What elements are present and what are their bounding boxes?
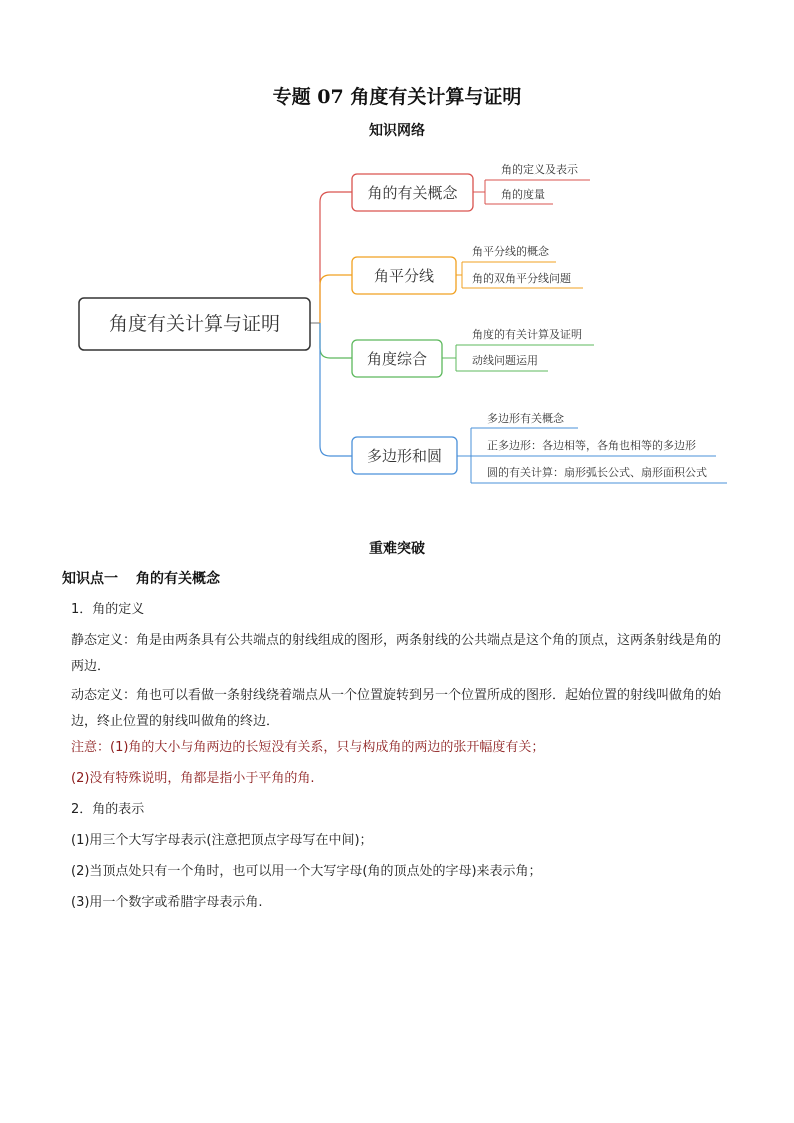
heading-angle-notation: 2．角的表示 <box>71 802 145 817</box>
root-node-label: 角度有关计算与证明 <box>108 313 281 335</box>
connector-branch-1 <box>320 192 352 323</box>
dynamic-definition: 动态定义：角也可以看做一条射线绕着端点从一个位置旋转到另一个位置所成的图形．起始位置的射线叫做角的始边，终止位置的射线叫做角的终边． <box>71 688 722 729</box>
leaf-2-1: 角平分线的概念 <box>472 245 549 258</box>
branch-label-1: 角的有关概念 <box>367 184 458 202</box>
branch-label-2: 角平分线 <box>373 267 435 285</box>
section-heading: 重难突破 <box>369 541 425 557</box>
branch-label-4: 多边形和圆 <box>366 447 443 465</box>
notation-3: (3)用一个数字或希腊字母表示角. <box>71 895 263 910</box>
leaf-4-3: 圆的有关计算：扇形弧长公式、扇形面积公式 <box>487 466 707 479</box>
page-title: 专题 07 角度有关计算与证明 <box>272 86 522 108</box>
note-1: 注意：(1)角的大小与角两边的长短没有关系，只与构成角的两边的张开幅度有关； <box>71 740 545 755</box>
connector-branch-4 <box>320 323 352 456</box>
connector-branch-2 <box>320 275 352 323</box>
mind-map <box>0 150 794 500</box>
notation-1: (1)用三个大写字母表示(注意把顶点字母写在中间)； <box>71 833 373 848</box>
connector-branch-3 <box>320 323 352 358</box>
knowledge-point-heading <box>62 568 220 588</box>
leaf-4-1: 多边形有关概念 <box>487 412 564 425</box>
leaf-3-1: 角度的有关计算及证明 <box>472 328 582 341</box>
leaf-1-2: 角的度量 <box>501 188 545 201</box>
note-2: (2)没有特殊说明，角都是指小于平角的角. <box>71 771 315 786</box>
leaf-1-1: 角的定义及表示 <box>501 163 578 176</box>
heading-angle-definition: 1．角的定义 <box>71 602 145 617</box>
leaf-3-2: 动线问题运用 <box>472 354 538 367</box>
branch-label-3: 角度综合 <box>366 350 428 368</box>
knowledge-point-number: 知识点一 <box>62 571 118 587</box>
leaf-2-2: 角的双角平分线问题 <box>472 272 571 285</box>
knowledge-point-name: 角的有关概念 <box>136 571 220 587</box>
notation-2: (2)当顶点处只有一个角时，也可以用一个大写字母(角的顶点处的字母)来表示角； <box>71 864 542 879</box>
leaf-4-2: 正多边形：各边相等，各角也相等的多边形 <box>487 439 696 452</box>
knowledge-network-heading: 知识网络 <box>369 123 425 139</box>
static-definition: 静态定义：角是由两条具有公共端点的射线组成的图形，两条射线的公共端点是这个角的顶点，这两条射线是角的两边． <box>71 633 722 674</box>
